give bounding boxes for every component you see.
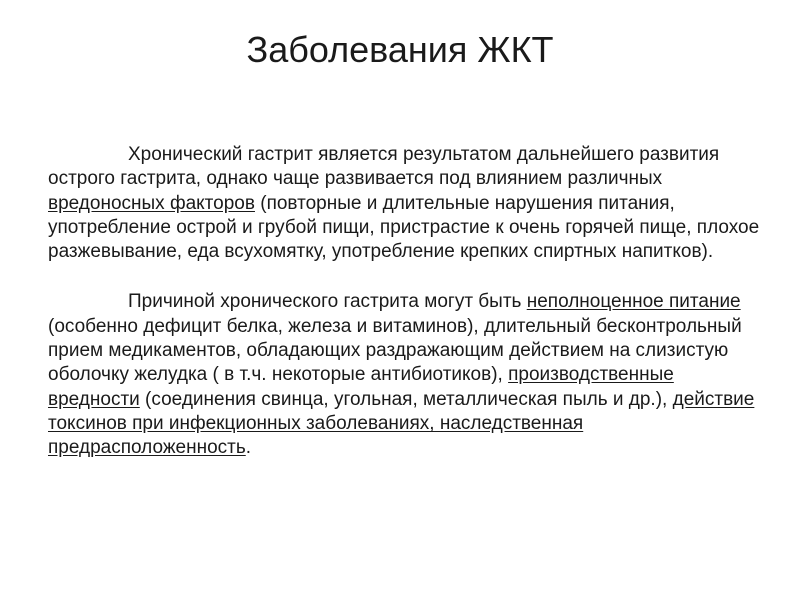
paragraph-causes (48, 290, 766, 460)
paragraph-text: (повторные и длительные нарушения питания, употребление острой и грубой пищи, пристрастие к очень горячей пище, плохое разжевывание, еда всухомятку, употребление крепких спиртных напитков). (48, 192, 760, 263)
paragraph-chronic-gastritis (48, 143, 766, 264)
paragraph-text: . (245, 437, 252, 459)
paragraph-text: Причиной хронического гастрита могут быть (128, 291, 527, 313)
underlined-term-poor-nutrition: неполноценное питание (526, 291, 741, 313)
slide-body (48, 143, 766, 461)
paragraph-text: (соединения свинца, угольная, металлическая пыль и др.), (139, 388, 673, 410)
underlined-term-toxins-heredity: действие токсинов при инфекционных заболеваниях, наследственная предрасположенность (48, 388, 755, 459)
paragraph-text: (особенно дефицит белка, железа и витаминов), длительный бесконтрольный прием медикаментов, обладающих раздражающим действием на слизистую оболочку желудка ( в т.ч. некоторые антибиотиков), (48, 315, 742, 386)
underlined-term-harmful-factors: вредоносных факторов (48, 192, 255, 214)
underlined-term-occupational-hazards: производственные вредности (48, 364, 674, 410)
paragraph-text: Хронический гастрит является результатом дальнейшего развития острого гастрита, однако чаще развивается под влиянием различных (48, 144, 720, 190)
slide-title: Заболевания ЖКТ (246, 29, 554, 70)
